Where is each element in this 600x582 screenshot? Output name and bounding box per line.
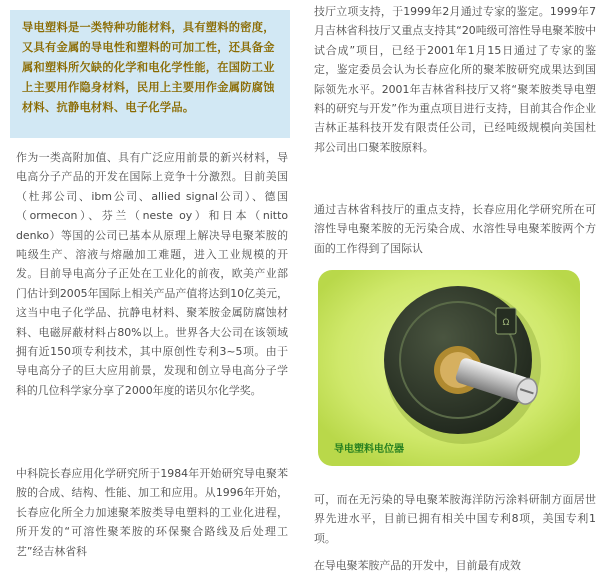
right-paragraph-4: 在导电聚苯胺产品的开发中，目前最有成效 xyxy=(314,559,521,572)
left-paragraph-1: 作为一类高附加值、具有广泛应用前景的新兴材料，导电高分子产品的开发在国际上竞争十分激烈。目前美国（杜邦公司、ibm公司、allied signal公司）、德国（ormecon）、芬兰（neste oy）和日本（nitto denko）等国的公司已基本从原理上解决导电聚苯胺的吨级生产、溶液与熔融加工难题，进入工业规模的开发。目前导电高分子正处在工业化的前夜，欧美产业部门估计到2005年国际上相关产品产值将达到10亿美元，这当中电子化学品、抗静电材料、聚苯胺金属防腐蚀材料、电磁屏蔽材料占80%以上。世界各大公司在该领域拥有近150项专利技术，其中原创性专利3~5项。由于导电高分子的巨大应用前景，发现和创立导电高分子学科的几位科学家分享了2000年度的诺贝尔化学奖。 xyxy=(16,151,288,397)
right-paragraph-3: 可，而在无污染的导电聚苯胺海洋防污涂料研制方面居世界先进水平，目前已拥有相关中国专利8项，美国专利1项。 xyxy=(314,493,596,545)
right-paragraph-2: 通过吉林省科技厅的重点支持，长春应用化学研究所在可溶性导电聚苯胺的无污染合成、水溶性导电聚苯胺两个方面的工作得到了国际认 xyxy=(314,203,596,255)
potentiometer-photo xyxy=(318,270,580,466)
potentiometer-illustration xyxy=(318,270,580,466)
figure-caption: 导电塑料电位器 xyxy=(334,444,404,455)
right-paragraph-1: 技厅立项支持，于1999年2月通过专家的鉴定。1999年7月吉林省科技厅又重点支持其“20吨级可溶性导电聚苯胺中试合成”项目，已经于2001年1月15日通过了专家的鉴定，鉴定委员会认为长春应化所的聚苯胺研究成果达到国际领先水平。2001年吉林省科技厅又将“聚苯胺类导电塑料的研究与开发”作为重点项目进行支持，目前其合作企业吉林正基科技开发有限责任公司，已经吨级规模向美国杜邦公司出口聚苯胺原料。 xyxy=(314,5,596,154)
highlight-box xyxy=(10,10,290,138)
knob-label: Ω xyxy=(502,318,510,328)
left-paragraph-2: 中科院长春应用化学研究所于1984年开始研究导电聚苯胺的合成、结构、性能、加工和应用。从1996年开始，长春应化所全力加速聚苯胺类导电塑料的工业化进程，所开发的“可溶性聚苯胺的环保聚合路线及后处理工艺”经吉林省科 xyxy=(16,467,288,558)
highlight-text: 导电塑料是一类特种功能材料，具有塑料的密度，又具有金属的导电性和塑料的可加工性，还具备金属和塑料所欠缺的化学和电化学性能，在国防工业上主要用作隐身材料，民用上主要用作金属防腐蚀材料、抗静电材料、电子化学品。 xyxy=(22,21,275,114)
